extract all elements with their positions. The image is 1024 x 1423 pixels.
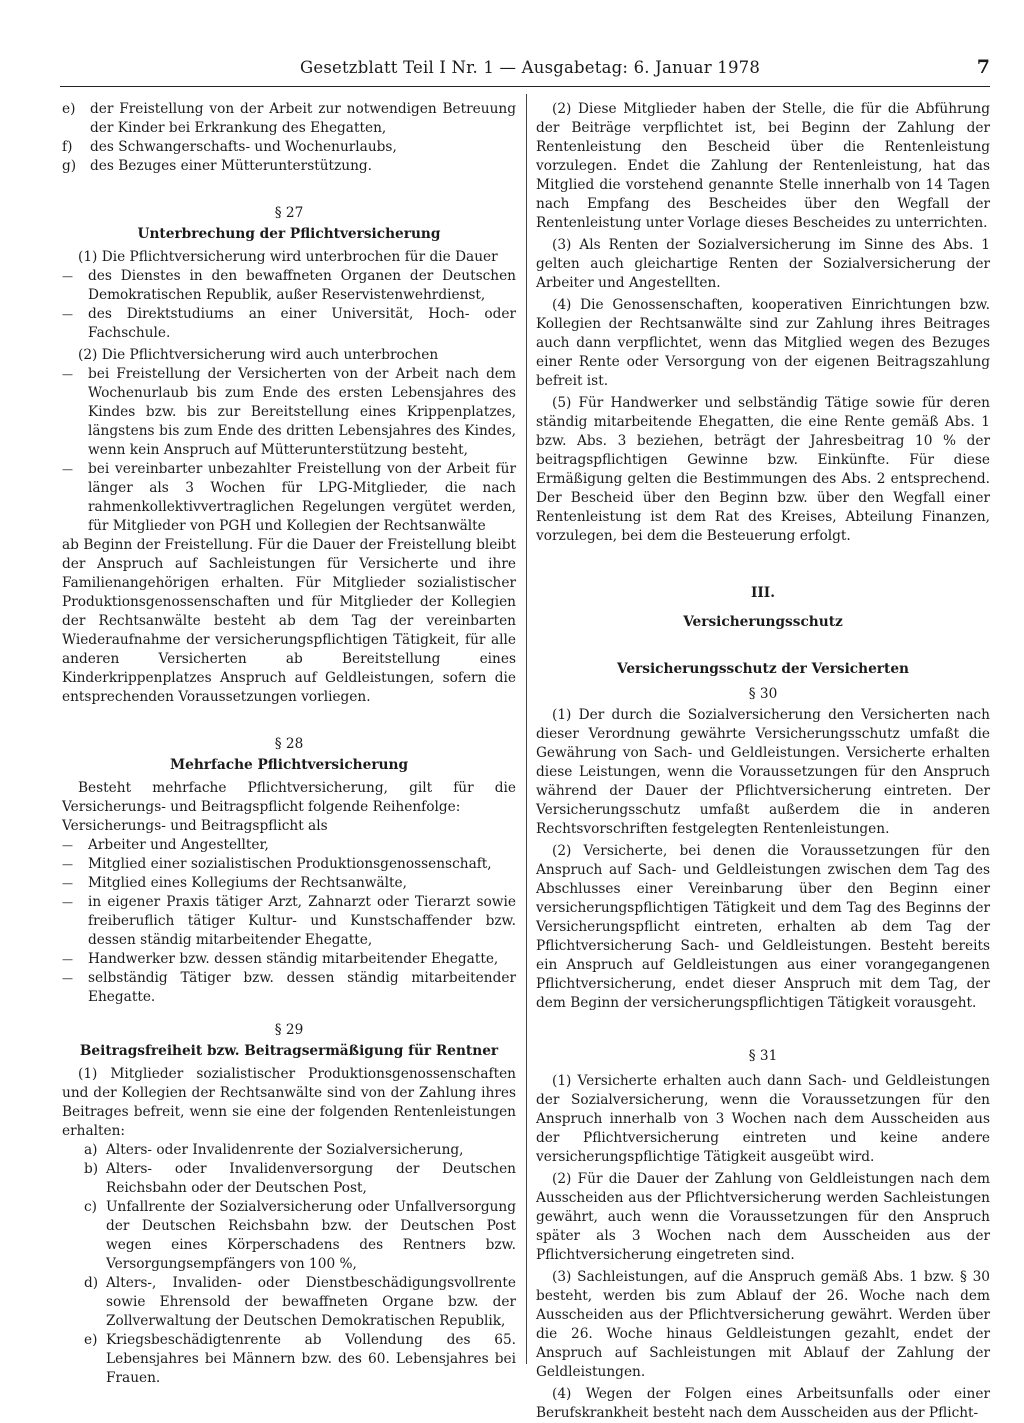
chapter-number: III. (751, 585, 775, 601)
header-rule (60, 86, 990, 87)
dash-item: — bei Freistellung der Versicherten von der Arbeit nach dem Wochenurlaub bis zum Ende des ersten Lebensjahres des Kindes bzw. bis zur Bereitstellung eines Krippenplatzes, längstens bis zum Ende des dritten Lebensjahres des Kindes, wenn kein Anspruch auf Mütterunterstützung besteht, (62, 365, 516, 460)
paragraph: Versicherungs- und Beitragspflicht als (62, 818, 328, 834)
paragraph: (2) Diese Mitglieder haben der Stelle, die für die Abführung der Beiträge verpflichtet ist, bei Beginn der Zahlung der Rentenleistung den Bescheid über die Rentenleistung vorzulegen. Endet die Zahlung der Rentenleistung, hat das Mitglied die vorstehend genannte Stelle innerhalb von 14 Tagen nach Empfang des Bescheides über den Wegfall der Rentenleistung unter Vorlage dieses Bescheides zu unterrichten. (536, 101, 990, 231)
dash-item: — Handwerker bzw. dessen ständig mitarbeitender Ehegatte, (62, 950, 516, 969)
dash-item: — in eigener Praxis tätiger Arzt, Zahnarzt oder Tierarzt sowie freiberuflich tätiger Kultur- und Kunstschaffender bzw. dessen ständig mitarbeitender Ehegatte, (62, 893, 516, 950)
list-item: d) Alters-, Invaliden- oder Dienstbeschädigungsvollrente sowie Ehrensold der bewaffneten Organe bzw. der Zollverwaltung der Deutschen Demokratischen Republik, (84, 1275, 516, 1329)
paragraph: Besteht mehrfache Pflichtversicherung, gilt für die Versicherungs- und Beitragspflicht folgende Reihenfolge: (62, 780, 516, 815)
dash-item: — des Dienstes in den bewaffneten Organen der Deutschen Demokratischen Republik, außer Reservistenwehrdienst, (62, 267, 516, 305)
paragraph: (2) Für die Dauer der Zahlung von Geldleistungen nach dem Ausscheiden aus der Pflichtversicherung werden Sachleistungen gewährt, auch wenn die Voraussetzungen für den Anspruch später als 3 Wochen nach dem Ausscheiden aus der Pflichtversicherung eingetreten sind. (536, 1171, 990, 1263)
section-sign-27: § 27 (274, 205, 304, 221)
list-item: g) des Bezuges einer Mütterunterstützung. (62, 158, 372, 174)
header-title: Gesetzblatt Teil I Nr. 1 — Ausgabetag: 6. Januar 1978 (300, 58, 761, 77)
list-item: c) Unfallrente der Sozialversicherung oder Unfallversorgung der Deutschen Reichsbahn bzw. der Deutschen Post wegen eines Körperschadens des Rentners bzw. Versorgungsempfängers von 100 %, (84, 1199, 516, 1272)
list-item: e) der Freistellung von der Arbeit zur notwendigen Betreuung der Kinder bei Erkrankung des Ehegatten, (62, 101, 516, 136)
dash-item: — bei vereinbarter unbezahlter Freistellung von der Arbeit für länger als 3 Wochen für LPG-Mitglieder, die nach rahmenkollektivvertraglichen Regelungen vergütet werden, für Mitglieder von PGH und Kollegien der Rechtsanwälte (62, 460, 516, 536)
section-sign-31: § 31 (748, 1048, 778, 1064)
paragraph: (4) Wegen der Folgen eines Arbeitsunfalls oder einer Berufskrankheit besteht nach dem Ausscheiden aus der Pflicht- (536, 1386, 990, 1421)
dash-item: — Mitglied eines Kollegiums der Rechtsanwälte, (62, 874, 516, 893)
paragraph: (1) Der durch die Sozialversicherung den Versicherten nach dieser Verordnung gewährte Versicherungsschutz umfaßt die Gewährung von Sach- und Geldleistungen. Versicherte erhalten diese Leistungen, wenn die Voraussetzungen für den Anspruch während der Dauer der Pflichtversicherung eintreten. Der Versicherungsschutz umfaßt außerdem die in anderen Rechtsvorschriften festgelegten Rentenleistungen. (536, 707, 990, 837)
paragraph: (3) Sachleistungen, auf die Anspruch gemäß Abs. 1 bzw. § 30 besteht, werden bis zum Ablauf der 26. Woche nach dem Ausscheiden aus der Pflichtversicherung gewährt. Werden über die 26. Woche hinaus Geldleistungen gezahlt, endet der Anspruch auf Sachleistungen mit Ablauf der Zahlung der Geldleistungen. (536, 1269, 990, 1380)
dash-item: — Mitglied einer sozialistischen Produktionsgenossenschaft, (62, 855, 516, 874)
dash-item: — des Direktstudiums an einer Universität, Hoch- oder Fachschule. (62, 305, 516, 343)
sub-list (62, 1141, 516, 1388)
right-column (536, 100, 990, 1423)
paragraph: (1) Versicherte erhalten auch dann Sach- und Geldleistungen der Sozialversicherung, wenn die Voraussetzungen für den Anspruch innerhalb von 3 Wochen nach dem Ausscheiden aus der Pflichtversicherung eintreten und keine andere versicherungspflichtige Tätigkeit ausgeübt wird. (536, 1073, 990, 1165)
list-item: e) Kriegsbeschädigtenrente ab Vollendung des 65. Lebensjahres bei Männern bzw. des 60. Lebensjahres bei Frauen. (84, 1332, 516, 1386)
list-item: b) Alters- oder Invalidenversorgung der Deutschen Reichsbahn oder der Deutschen Post, (84, 1161, 516, 1196)
list-item: a) Alters- oder Invalidenrente der Sozialversicherung, (84, 1142, 464, 1158)
section-sign-28: § 28 (274, 736, 304, 752)
paragraph: (4) Die Genossenschaften, kooperativen Einrichtungen bzw. Kollegien der Rechtsanwälte sind zur Zahlung ihres Beitrages auch dann verpflichtet, wenn das Mitglied wegen des Bezuges einer Rente oder Versorgung von der eigenen Beitragszahlung befreit ist. (536, 297, 990, 389)
section-title-28: Mehrfache Pflichtversicherung (169, 757, 409, 773)
chapter-subtitle: Versicherungsschutz der Versicherten (616, 661, 909, 677)
paragraph: (1) Mitglieder sozialistischer Produktionsgenossenschaften und der Kollegien der Rechtsanwälte sind von der Zahlung ihres Beitrages befreit, wenn sie eine der folgenden Rentenleistungen erhalten: (62, 1066, 516, 1139)
section-title-29: Beitragsfreiheit bzw. Beitragsermäßigung für Rentner (79, 1043, 499, 1059)
list-item: f) des Schwangerschafts- und Wochenurlaubs, (62, 139, 397, 155)
section-sign-30: § 30 (748, 686, 778, 702)
paragraph: (2) Versicherte, bei denen die Voraussetzungen für den Anspruch auf Sach- und Geldleistungen zwischen dem Tag des Abschlusses einer Vereinbarung über den Beginn einer versicherungspflichtigen Tätigkeit und dem Tag des Beginns der Versicherungspflicht eintreten, erhalten ab dem Tag der Pflichtversicherung Sach- und Geldleistungen. Besteht bereits ein Anspruch auf Geldleistungen aus einer vorangegangenen Pflichtversicherung, endet dieser Anspruch mit dem Tag, der dem Beginn der versicherungspflichtigen Tätigkeit vorausgeht. (536, 843, 990, 1011)
section-title-27: Unterbrechung der Pflichtversicherung (137, 226, 441, 242)
paragraph: (1) Die Pflichtversicherung wird unterbrochen für die Dauer (78, 249, 498, 265)
paragraph: (3) Als Renten der Sozialversicherung im Sinne des Abs. 1 gelten auch gleichartige Renten der Sozialversicherung der Arbeiter und Angestellten. (536, 237, 990, 291)
page-number: 7 (976, 56, 990, 78)
left-column (62, 100, 516, 1388)
paragraph: (5) Für Handwerker und selbständig Tätige sowie für deren ständig mitarbeitende Ehegatten, die eine Rente gemäß Abs. 1 bzw. Abs. 3 beziehen, beträgt der Jahresbeitrag 10 % der beitragspflichtigen Gewinne bzw. Einkünfte. Für diese Ermäßigung gelten die Bestimmungen des Abs. 2 entsprechend. Der Bescheid über den Beginn bzw. über den Wegfall einer Rentenleistung ist dem Rat des Kreises, Abteilung Finanzen, vorzulegen, bei dem die Besteuerung erfolgt. (536, 395, 990, 544)
paragraph: ab Beginn der Freistellung. Für die Dauer der Freistellung bleibt der Anspruch auf Sachleistungen für Versicherte und ihre Familienangehörigen erhalten. Für Mitglieder sozialistischer Produktionsgenossenschaften und für Mitglieder der Kollegien der Rechtsanwälte besteht ab dem Tag der vereinbarten Wiederaufnahme der versicherungspflichtigen Tätigkeit, für alle anderen Versicherten ab Bereitstellung eines Kinderkrippenplatzes Anspruch auf Geldleistungen, sofern die entsprechenden Voraussetzungen vorliegen. (62, 537, 516, 705)
paragraph: (2) Die Pflichtversicherung wird auch unterbrochen (78, 347, 439, 363)
chapter-title: Versicherungsschutz (683, 614, 843, 630)
column-divider (526, 94, 527, 1364)
dash-item: — selbständig Tätiger bzw. dessen ständig mitarbeitender Ehegatte. (62, 969, 516, 1007)
dash-item: — Arbeiter und Angestellter, (62, 836, 516, 855)
page-header (300, 58, 990, 84)
section-sign-29: § 29 (274, 1022, 304, 1038)
